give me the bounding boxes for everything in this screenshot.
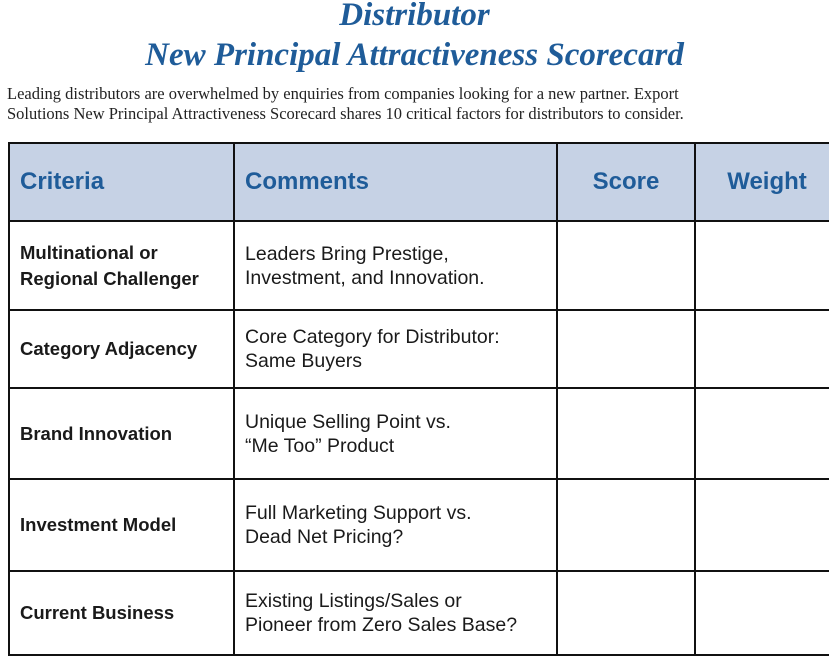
criteria-text: Current Business — [20, 602, 175, 623]
score-cell[interactable] — [557, 221, 695, 310]
criteria-text: Regional Challenger — [20, 267, 199, 289]
criteria-text: Investment Model — [20, 514, 177, 535]
intro-paragraph — [7, 84, 822, 124]
page-title-line-2: New Principal Attractiveness Scorecard — [145, 37, 684, 73]
header-criteria: Criteria — [9, 143, 234, 221]
table-row — [9, 479, 829, 571]
criteria-cell — [9, 479, 234, 571]
score-cell[interactable] — [557, 479, 695, 571]
criteria-text: Brand Innovation — [20, 422, 173, 444]
weight-cell[interactable] — [695, 479, 829, 571]
comments-text: Existing Listings/Sales or — [245, 590, 462, 612]
header-weight: Weight — [695, 143, 829, 221]
weight-cell[interactable] — [695, 221, 829, 310]
scorecard-table — [8, 142, 829, 656]
table-row — [9, 388, 829, 479]
weight-cell[interactable] — [695, 388, 829, 479]
table-row — [9, 221, 829, 310]
page-title-line-1: Distributor — [339, 0, 490, 33]
weight-cell[interactable] — [695, 310, 829, 388]
comments-text: Unique Selling Point vs. — [245, 410, 451, 433]
criteria-cell — [9, 310, 234, 388]
table-row — [9, 310, 829, 388]
criteria-cell — [9, 388, 234, 479]
header-comments: Comments — [234, 143, 557, 221]
weight-cell[interactable] — [695, 571, 829, 655]
comments-text: Investment, and Innovation. — [245, 266, 485, 289]
comments-text: Leaders Bring Prestige, — [245, 242, 449, 265]
comments-cell — [234, 388, 557, 479]
comments-cell — [234, 310, 557, 388]
intro-line-2: Solutions New Principal Attractiveness Scorecard shares 10 critical factors for distributors to consider. — [7, 104, 684, 123]
comments-cell — [234, 221, 557, 310]
score-cell[interactable] — [557, 388, 695, 479]
comments-text: Pioneer from Zero Sales Base? — [245, 614, 518, 636]
score-cell[interactable] — [557, 310, 695, 388]
comments-text: “Me Too” Product — [245, 434, 395, 457]
comments-text: Core Category for Distributor: — [245, 326, 500, 348]
header-score: Score — [557, 143, 695, 221]
table-header-row — [9, 143, 829, 221]
comments-cell — [234, 571, 557, 655]
criteria-cell — [9, 571, 234, 655]
criteria-cell — [9, 221, 234, 310]
comments-cell — [234, 479, 557, 571]
comments-text: Full Marketing Support vs. — [245, 502, 472, 524]
comments-text: Same Buyers — [245, 350, 363, 372]
criteria-text: Multinational or — [20, 241, 158, 263]
score-cell[interactable] — [557, 571, 695, 655]
table-row — [9, 571, 829, 655]
intro-line-1: Leading distributors are overwhelmed by enquiries from companies looking for a new partner. Export — [7, 84, 679, 103]
criteria-text: Category Adjacency — [20, 338, 198, 359]
comments-text: Dead Net Pricing? — [245, 526, 404, 548]
